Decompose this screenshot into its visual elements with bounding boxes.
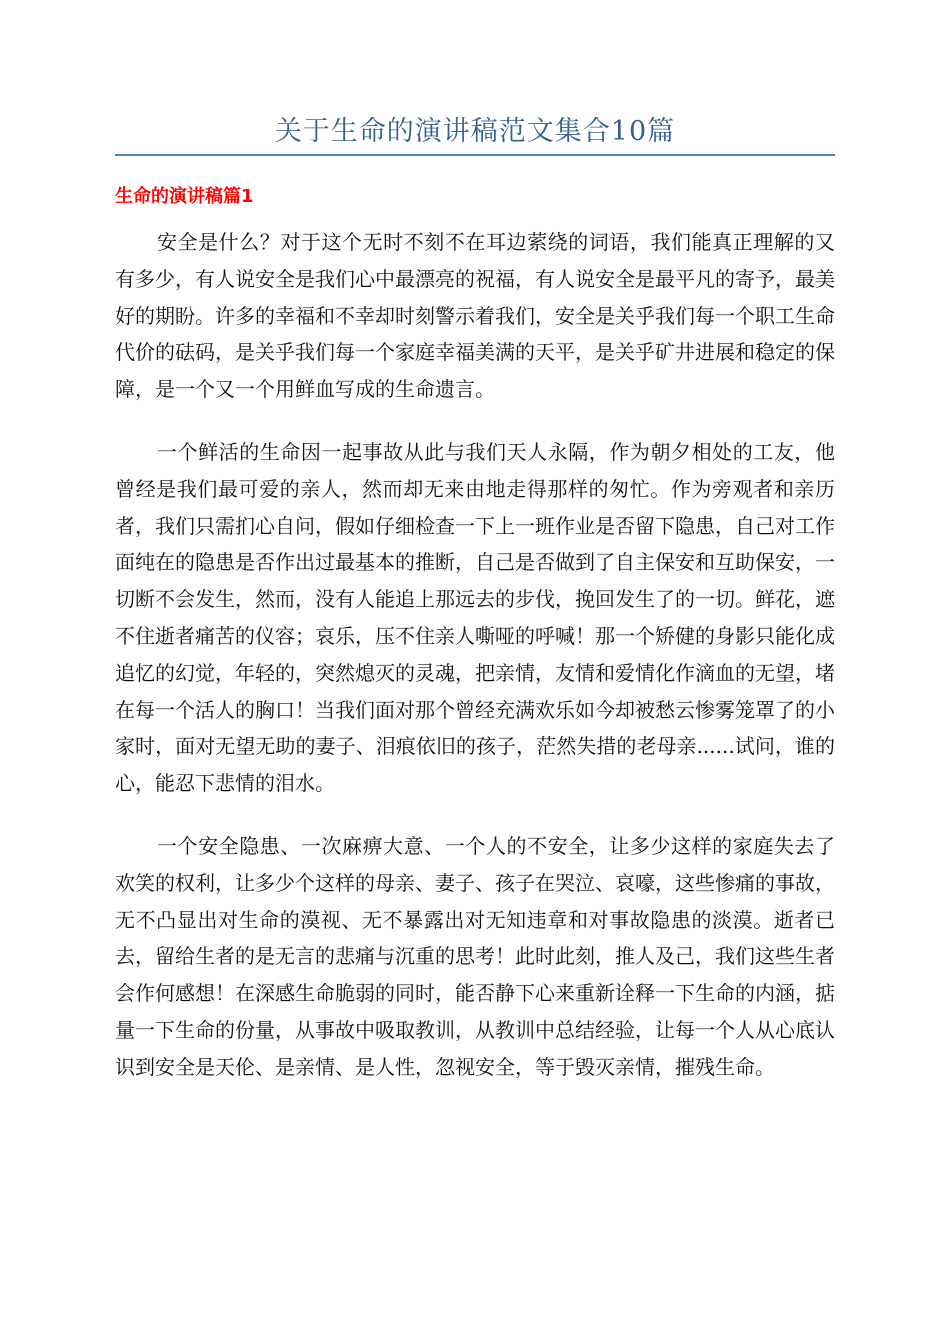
section-heading: 生命的演讲稿篇1 (115, 186, 254, 207)
document-title: 关于生命的演讲稿范文集合10篇 (274, 116, 676, 147)
title-underline (115, 154, 835, 156)
paragraph: 安全是什么？对于这个无时不刻不在耳边萦绕的词语，我们能真正理解的又有多少，有人说安全是我们心中最漂亮的祝福，有人说安全是最平凡的寄予，最美好的期盼。许多的幸福和不幸却时刻警示着我们，安全是关乎我们每一个职工生命代价的砝码，是关乎我们每一个家庭幸福美满的天平，是关乎矿井进展和稳定的保障，是一个又一个用鲜血写成的生命遗言。 (115, 230, 835, 402)
document-body (115, 224, 835, 1112)
paragraph: 一个安全隐患、一次麻痹大意、一个人的不安全，让多少这样的家庭失去了欢笑的权利，让多少个这样的母亲、妻子、孩子在哭泣、哀嚎，这些惨痛的事故，无不凸显出对生命的漠视、无不暴露出对无知违章和对事故隐患的淡漠。逝者已去，留给生者的是无言的悲痛与沉重的思考！此时此刻，推人及己，我们这些生者会作何感想！在深感生命脆弱的同时，能否静下心来重新诠释一下生命的内涵，掂量一下生命的份量，从事故中吸取教训，从教训中总结经验，让每一个人从心底认识到安全是天伦、是亲情、是人性，忽视安全，等于毁灭亲情，摧残生命。 (115, 833, 835, 1079)
paragraph: 一个鲜活的生命因一起事故从此与我们天人永隔，作为朝夕相处的工友，他曾经是我们最可爱的亲人，然而却无来由地走得那样的匆忙。作为旁观者和亲历者，我们只需扪心自问，假如仔细检查一下上一班作业是否留下隐患，自己对工作面纯在的隐患是否作出过最基本的推断，自己是否做到了自主保安和互助保安，一切断不会发生，然而，没有人能追上那远去的步伐，挽回发生了的一切。鲜花，遮不住逝者痛苦的仪容；哀乐，压不住亲人嘶哑的呼喊！那一个矫健的身影只能化成追忆的幻觉，年轻的，突然熄灭的灵魂，把亲情，友情和爱情化作滴血的无望，堵在每一个活人的胸口！当我们面对那个曾经充满欢乐如今却被愁云惨雾笼罩了的小家时，面对无望无助的妻子、泪痕依旧的孩子，茫然失措的老母亲......试问，谁的心，能忍下悲情的泪水。 (115, 439, 835, 796)
